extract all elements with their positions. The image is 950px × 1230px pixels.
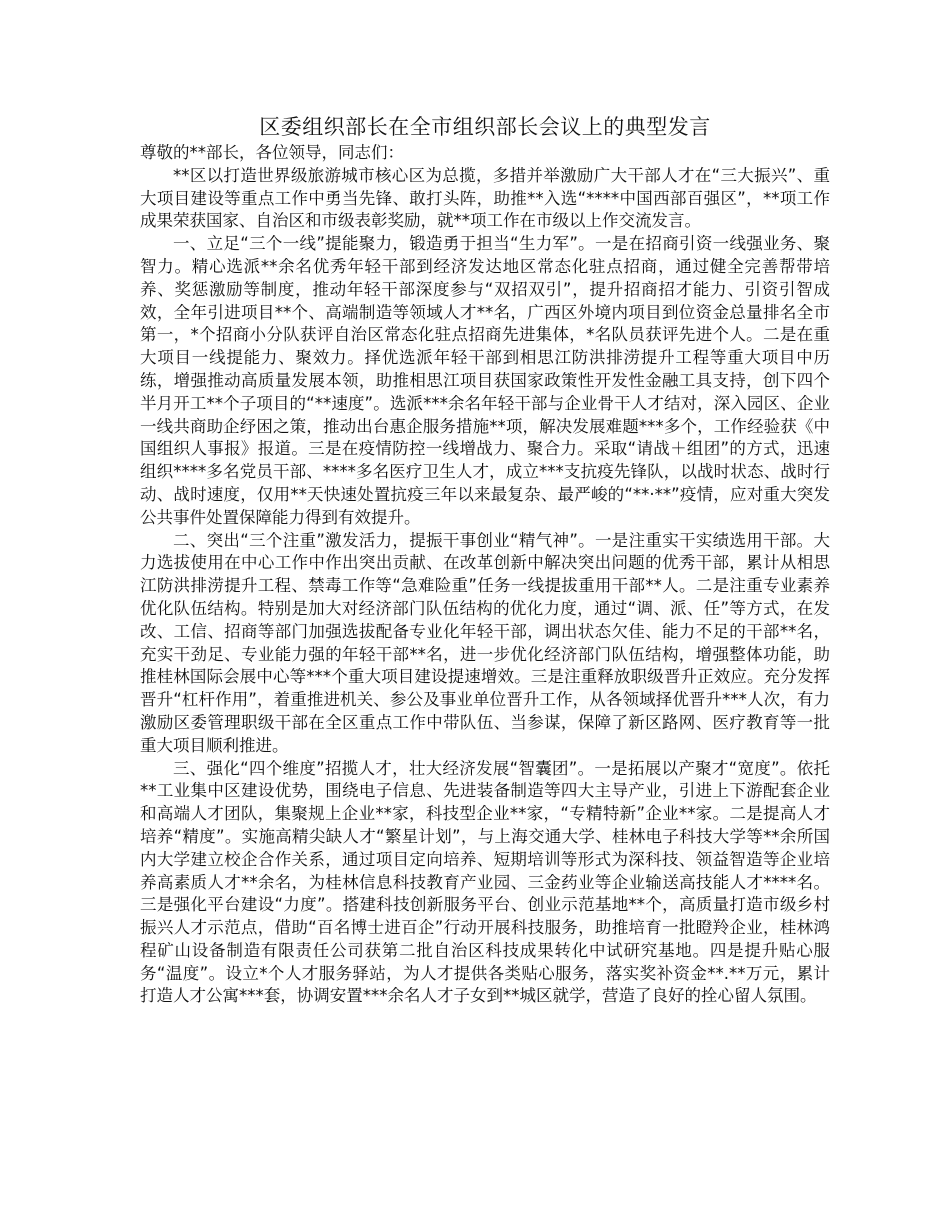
- paragraph-section-3: 三、强化“四个维度”招揽人才，壮大经济发展“智囊团”。一是拓展以产聚才“宽度”。依托**工业集中区建设优势，围绕电子信息、先进装备制造等四大主导产业，引进上下游配套企业和高端人才团队，集聚规上企业**家，科技型企业**家，“专精特新”企业**家。二是提高人才培养“精度”。实施高精尖缺人才“繁星计划”，与上海交通大学、桂林电子科技大学等**余所国内大学建立校企合作关系，通过项目定向培养、短期培训等形式为深科技、领益智造等企业培养高素质人才**余名，为桂林信息科技教育产业园、三金药业等企业输送高技能人才****名。三是强化平台建设“力度”。搭建科技创新服务平台、创业示范基地**个，高质量打造市级乡村振兴人才示范点，借助“百名博士进百企”行动开展科技服务，助推培育一批瞪羚企业，桂林鸿程矿山设备制造有限责任公司获第二批自治区科技成果转化中试研究基地。四是提升贴心服务“温度”。设立*个人才服务驿站，为人才提供各类贴心服务，落实奖补资金**.**万元，累计打造人才公寓***套，协调安置***余名人才子女到**城区就学，营造了良好的拴心留人氛围。: [140, 758, 830, 1006]
- document-title: 区委组织部长在全市组织部长会议上的典型发言: [259, 115, 711, 139]
- document-page: [140, 112, 830, 1008]
- salutation: 尊敬的**部长，各位领导，同志们：: [140, 143, 404, 162]
- paragraph-intro: **区以打造世界级旅游城市核心区为总揽，多措并举激励广大干部人才在“三大振兴”、重大项目建设等重点工作中勇当先锋、敢打头阵，助推**入选“****中国西部百强区”，**项工作成果荣获国家、自治区和市级表彰奖励，就**项工作在市级以上作交流发言。: [140, 165, 830, 231]
- paragraph-section-2: 二、突出“三个注重”激发活力，提振干事创业“精气神”。一是注重实干实绩选用干部。大力选拔使用在中心工作中作出突出贡献、在改革创新中解决突出问题的优秀干部，累计从相思江防洪排涝提升工程、禁毒工作等“急难险重”任务一线提拔重用干部**人。二是注重专业素养优化队伍结构。特别是加大对经济部门队伍结构的优化力度，通过“调、派、任”等方式，在发改、工信、招商等部门加强选拔配备专业化年轻干部，调出状态欠佳、能力不足的干部**名，充实干劲足、专业能力强的年轻干部**名，进一步优化经济部门队伍结构，增强整体功能，助推桂林国际会展中心等***个重大项目建设提速增效。三是注重释放职级晋升正效应。充分发挥晋升“杠杆作用”，着重推进机关、参公及事业单位晋升工作，从各领域择优晋升***人次，有力激励区委管理职级干部在全区重点工作中带队伍、当参谋，保障了新区路网、医疗教育等一批重大项目顺利推进。: [140, 530, 830, 755]
- paragraph-section-1: 一、立足“三个一线”提能聚力，锻造勇于担当“生力军”。一是在招商引资一线强业务、聚智力。精心选派**余名优秀年轻干部到经济发达地区常态化驻点招商，通过健全完善帮带培养、奖惩激励等制度，推动年轻干部深度参与“双招双引”，提升招商招才能力、引资引智成效，全年引进项目**个、高端制造等领域人才**名，广西区外境内项目到位资金总量排名全市第一，*个招商小分队获评自治区常态化驻点招商先进集体，*名队员获评先进个人。二是在重大项目一线提能力、聚效力。择优选派年轻干部到相思江防洪排涝提升工程等重大项目中历练，增强推动高质量发展本领，助推相思江项目获国家政策性开发性金融工具支持，创下四个半月开工**个子项目的“**速度”。选派***余名年轻干部与企业骨干人才结对，深入园区、企业一线共商助企纾困之策，推动出台惠企服务措施**项，解决发展难题***多个，工作经验获《中国组织人事报》报道。三是在疫情防控一线增战力、聚合力。采取“请战＋组团”的方式，迅速组织****多名党员干部、****多名医疗卫生人才，成立***支抗疫先锋队，以战时状态、战时行动、战时速度，仅用**天快速处置抗疫三年以来最复杂、最严峻的“**·**”疫情，应对重大突发公共事件处置保障能力得到有效提升。: [140, 234, 830, 527]
